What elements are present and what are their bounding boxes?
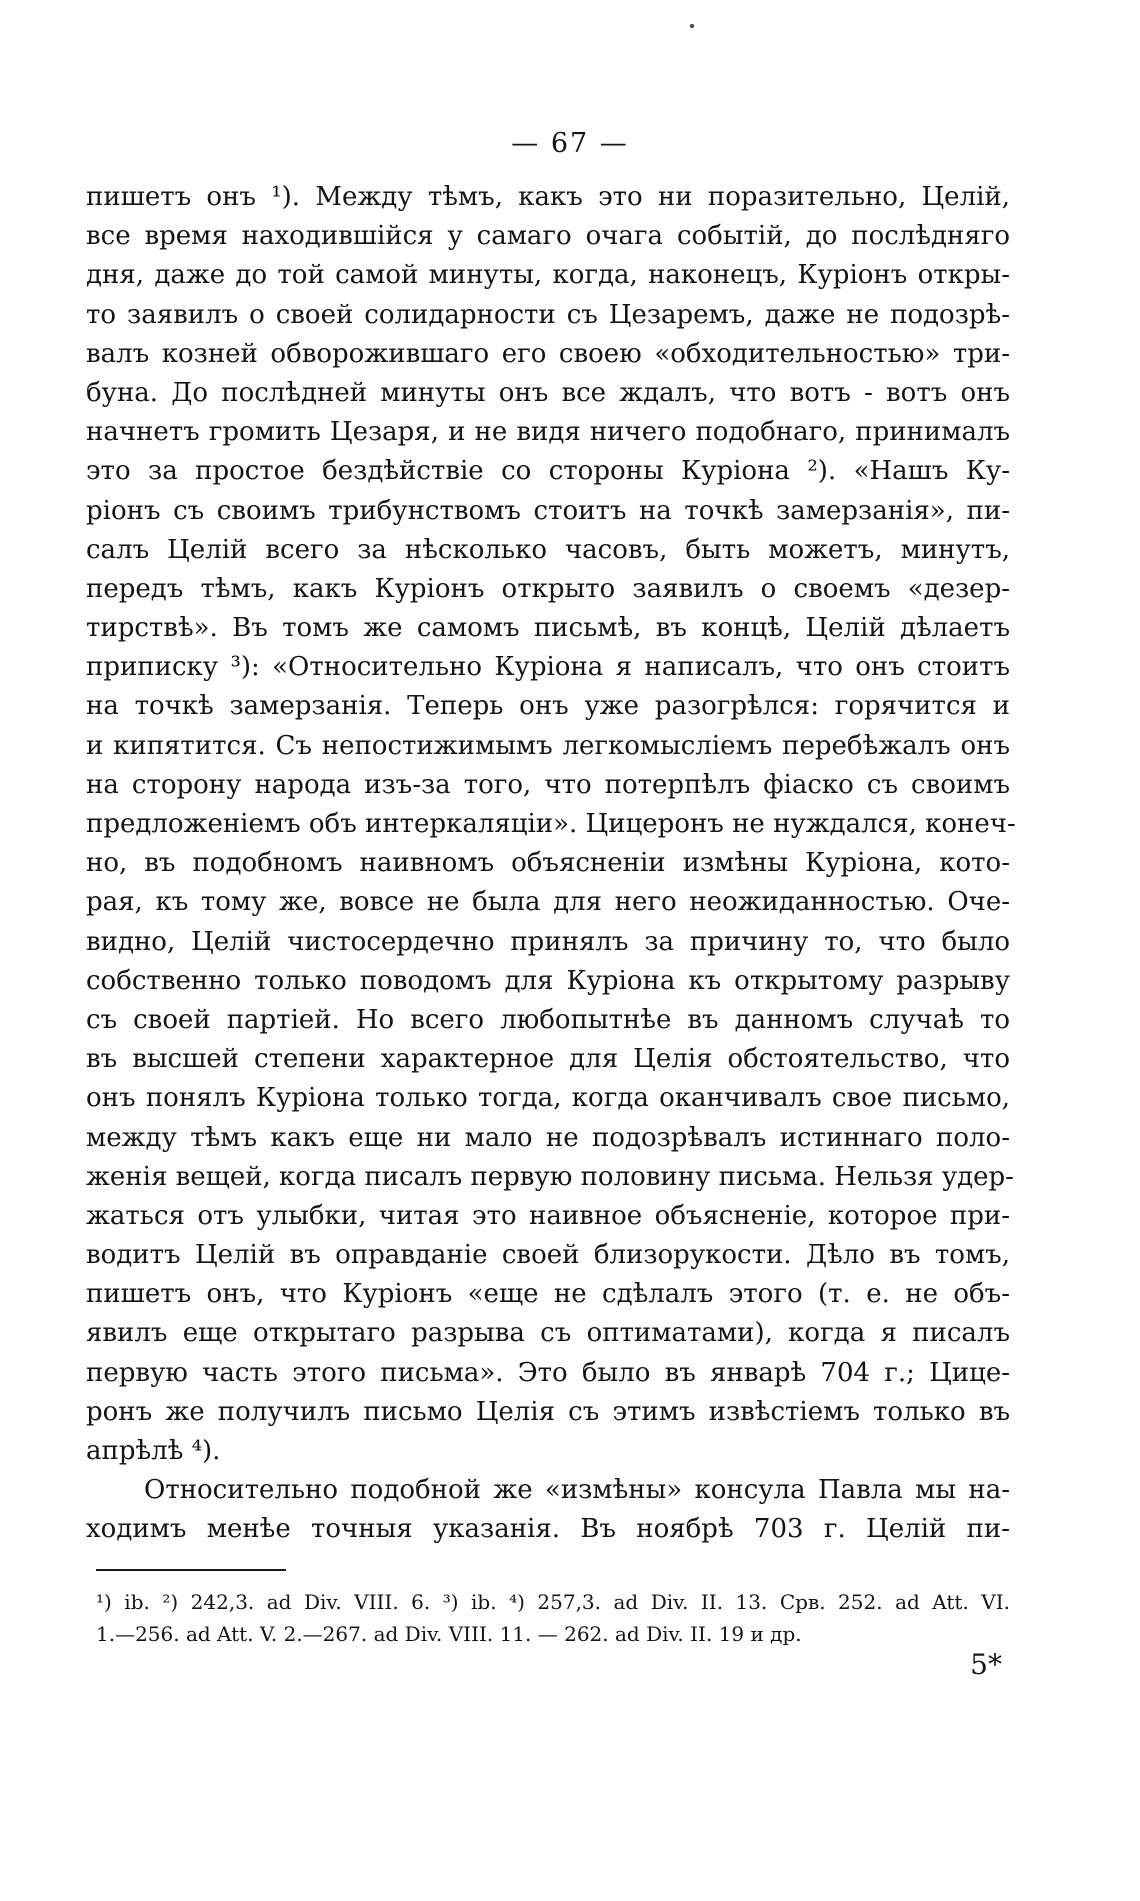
footnote-line: 1.—256. ad Att. V. 2.—267. ad Div. VIII. 11. — 262. ad Div. II. 19 и др.: [96, 1622, 802, 1646]
text-line: между тѣмъ какъ еще ни мало не подозрѣвалъ истиннаго поло-: [86, 1122, 1010, 1153]
text-line: онъ понялъ Куріона только тогда, когда оканчивалъ свое письмо,: [86, 1083, 1010, 1114]
text-line: водитъ Целій въ оправданіе своей близорукости. Дѣло въ томъ,: [86, 1240, 1010, 1271]
text-line: пишетъ онъ, что Куріонъ «еще не сдѣлалъ этого (т. е. не объ-: [86, 1279, 1010, 1310]
text-line: жаться отъ улыбки, читая это наивное объясненіе, которое при-: [86, 1200, 1010, 1231]
text-line: то заявилъ о своей солидарности съ Цезаремъ, даже не подозрѣ-: [86, 299, 1010, 330]
text-line: буна. До послѣдней минуты онъ все ждалъ, что вотъ - вотъ онъ: [86, 377, 1010, 408]
text-line: дня, даже до той самой минуты, когда, наконецъ, Куріонъ откры-: [86, 260, 1010, 291]
text-line: видно, Целій чистосердечно принялъ за причину то, что было: [86, 926, 1010, 957]
text-line: первую часть этого письма». Это было въ январѣ 704 г.; Цице-: [86, 1357, 1010, 1388]
text-line: на точкѣ замерзанія. Теперь онъ уже разогрѣлся: горячится и: [86, 691, 1010, 722]
text-line: салъ Целій всего за нѣсколько часовъ, быть можетъ, минутъ,: [86, 534, 1010, 565]
text-line: апрѣлѣ ⁴).: [86, 1436, 221, 1466]
text-line: все время находившійся у самаго очага событій, до послѣдняго: [86, 221, 1010, 252]
text-line: въ высшей степени характерное для Целія обстоятельство, что: [86, 1044, 1010, 1075]
text-line: собственно только поводомъ для Куріона къ открытому разрыву: [86, 965, 1010, 996]
footnote-divider: [96, 1569, 286, 1571]
text-line: предложеніемъ объ интеркаляціи». Цицеронъ не нуждался, конеч-: [86, 809, 1016, 839]
text-line: женія вещей, когда писалъ первую половину письма. Нельзя удер-: [86, 1161, 1014, 1192]
footnotes: [96, 1586, 1010, 1650]
text-line: ріонъ съ своимъ трибунствомъ стоитъ на точкѣ замерзанія», пи-: [86, 495, 1010, 526]
text-line: начнетъ громить Цезаря, и не видя ничего подобнаго, принималъ: [86, 417, 1010, 448]
text-line: но, въ подобномъ наивномъ объясненіи измѣны Куріона, кото-: [86, 848, 1010, 879]
text-line: съ своей партіей. Но всего любопытнѣе въ данномъ случаѣ то: [86, 1004, 1010, 1035]
text-line: ронъ же получилъ письмо Целія съ этимъ извѣстіемъ только въ: [86, 1396, 1010, 1427]
text-line: рая, къ тому же, вовсе не была для него неожиданностью. Оче-: [86, 887, 1010, 918]
body-text: [86, 178, 1016, 1550]
text-line: пишетъ онъ ¹). Между тѣмъ, какъ это ни поразительно, Целій,: [86, 182, 1010, 212]
text-line: это за простое бездѣйствіе со стороны Куріона ²). «Нашъ Ку-: [86, 456, 1010, 487]
text-line: валъ козней обворожившаго его своею «обходительностью» три-: [86, 338, 1010, 369]
text-line: Относительно подобной же «измѣны» консула Павла мы на-: [144, 1475, 1010, 1506]
text-line: передъ тѣмъ, какъ Куріонъ открыто заявилъ о своемъ «дезер-: [86, 573, 1010, 604]
text-line: ходимъ менѣе точныя указанія. Въ ноябрѣ 703 г. Целій пи-: [86, 1514, 1010, 1545]
text-line: на сторону народа изъ-за того, что потерпѣлъ фіаско съ своимъ: [86, 769, 1010, 800]
text-line: явилъ еще открытаго разрыва съ оптиматами), когда я писалъ: [86, 1318, 1010, 1349]
printer-signature-mark: 5*: [970, 1648, 1002, 1681]
print-speck: [690, 24, 694, 28]
text-line: и кипятится. Съ непостижимымъ легкомысліемъ перебѣжалъ онъ: [86, 730, 1010, 761]
text-line: приписку ³): «Относительно Куріона я написалъ, что онъ стоитъ: [86, 652, 1010, 683]
footnote-line: ¹) ib. ²) 242,3. ad Div. VIII. 6. ³) ib. ⁴) 257,3. ad Div. II. 13. Срв. 252. ad Att. VI.: [96, 1590, 1010, 1614]
text-line: тирствѣ». Въ томъ же самомъ письмѣ, въ концѣ, Целій дѣлаетъ: [86, 613, 1010, 644]
page-number: — 67 —: [511, 128, 629, 159]
